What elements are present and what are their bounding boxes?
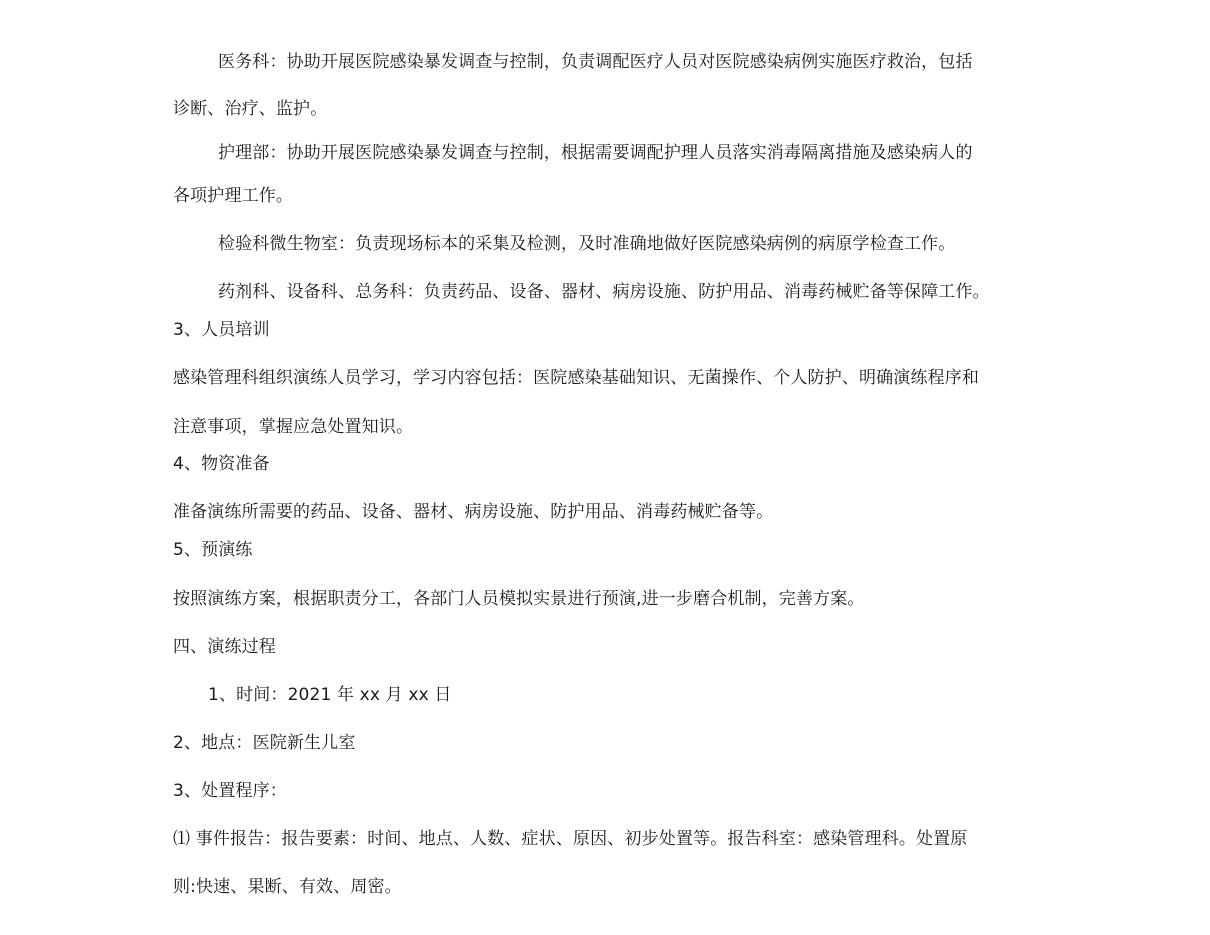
paragraph-medical-affairs-line-2: 诊断、治疗、监护。: [173, 99, 328, 119]
section-heading-supplies: 4、物资准备: [173, 454, 270, 474]
section-heading-training: 3、人员培训: [173, 320, 270, 340]
paragraph-training-line-2: 注意事项，掌握应急处置知识。: [173, 417, 414, 437]
paragraph-event-report-line-2: 则:快速、果断、有效、周密。: [173, 877, 402, 897]
paragraph-supplies: 准备演练所需要的药品、设备、器材、病房设施、防护用品、消毒药械贮备等。: [173, 502, 774, 522]
paragraph-nursing-line-1: 护理部：协助开展医院感染暴发调查与控制，根据需要调配护理人员落实消毒隔离措施及感染病人的: [218, 143, 973, 163]
paragraph-event-report-line-1: ⑴ 事件报告：报告要素：时间、地点、人数、症状、原因、初步处置等。报告科室：感染管理科。处置原: [173, 829, 968, 849]
paragraph-training-line-1: 感染管理科组织演练人员学习，学习内容包括：医院感染基础知识、无菌操作、个人防护、明确演练程序和: [173, 368, 980, 388]
paragraph-pharmacy-equipment: 药剂科、设备科、总务科：负责药品、设备、器材、病房设施、防护用品、消毒药械贮备等保障工作。: [218, 282, 990, 302]
item-location: 2、地点：医院新生儿室: [173, 733, 356, 753]
paragraph-nursing-line-2: 各项护理工作。: [173, 186, 294, 206]
paragraph-laboratory: 检验科微生物室：负责现场标本的采集及检测，及时准确地做好医院感染病例的病原学检查工作。: [218, 234, 956, 254]
item-time: 1、时间：2021 年 xx 月 xx 日: [208, 685, 452, 705]
paragraph-rehearsal: 按照演练方案，根据职责分工，各部门人员模拟实景进行预演,进一步磨合机制，完善方案。: [173, 589, 865, 609]
section-heading-rehearsal: 5、预演练: [173, 540, 253, 560]
item-procedure: 3、处置程序：: [173, 781, 287, 801]
chapter-heading-drill-process: 四、演练过程: [173, 637, 276, 657]
paragraph-medical-affairs-line-1: 医务科：协助开展医院感染暴发调查与控制，负责调配医疗人员对医院感染病例实施医疗救治，包括: [218, 52, 973, 72]
